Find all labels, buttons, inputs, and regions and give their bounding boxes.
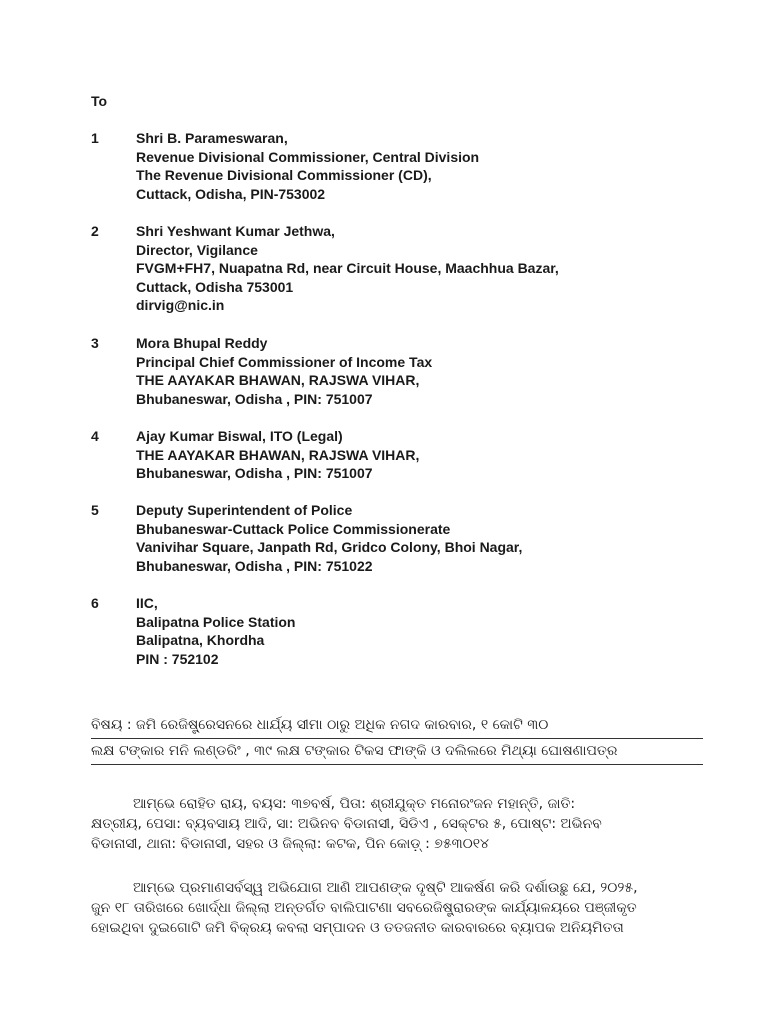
recipient-line: Deputy Superintendent of Police — [136, 502, 353, 518]
recipient-line: The Revenue Divisional Commissioner (CD), — [136, 167, 432, 184]
recipient-line: Principal Chief Commissioner of Income Tax — [136, 353, 433, 370]
recipient-line: Ajay Kumar Biswal, ITO (Legal) — [136, 428, 343, 444]
recipient-6 — [91, 594, 731, 674]
recipient-email[interactable]: dirvig@nic.in — [136, 297, 225, 314]
subject-line: ଲକ୍ଷ ଟଙ୍କାର ମନି ଲଣ୍ଡରିଂ , ୩୯ ଲକ୍ଷ ଟଙ୍କାର ଟିକସ ଫାଙ୍କି ଓ ଦଲିଲରେ ମିଥ୍ୟା ଘୋଷଣାପତ୍ର — [91, 739, 703, 765]
recipient-line: Bhubaneswar-Cuttack Police Commissionerate — [136, 520, 451, 537]
recipient-line: Revenue Divisional Commissioner, Central Division — [136, 148, 480, 165]
recipient-line: Bhubaneswar, Odisha , PIN: 751022 — [136, 557, 373, 574]
recipient-line: THE AAYAKAR BHAWAN, RAJSWA VIHAR, — [136, 372, 420, 389]
to-label: To — [91, 93, 108, 109]
recipient-1 — [91, 129, 731, 222]
recipient-3 — [91, 334, 731, 427]
subject-line: ବିଷୟ : ଜମି ରେଜିଷ୍ଟ୍ରେସନରେ ଧାର୍ଯ୍ୟ ସୀମା ଠାରୁ ଅଧିକ ନଗଦ କାରବାର, ୧ କୋଟି ୩୦ — [91, 713, 703, 739]
recipient-line: IIC, — [136, 595, 158, 611]
recipient-line: Mora Bhupal Reddy — [136, 335, 268, 351]
recipient-line: Cuttack, Odisha 753001 — [136, 278, 294, 295]
intro-paragraph — [91, 794, 691, 854]
recipient-line: Director, Vigilance — [136, 241, 258, 258]
subject-block — [91, 713, 703, 765]
paragraph-line: କ୍ଷତ୍ରୀୟ, ପେସା: ବ୍ୟବସାୟ ଆଦି, ସା: ଅଭିନବ ବିଡାନାସୀ, ସିଡିଏ , ସେକ୍ଟର ୫, ପୋଷ୍ଟ: ଅଭିନବ — [91, 816, 602, 832]
recipient-line: FVGM+FH7, Nuapatna Rd, near Circuit House, Maachhua Bazar, — [136, 260, 559, 277]
recipient-4 — [91, 427, 731, 501]
paragraph-line: ହୋଇଥିବା ଦୁଇଗୋଟି ଜମି ବିକ୍ରୟ କବଲା ସମ୍ପାଦନ ଓ ତତଜନୀତ କାରବାରରେ ବ୍ୟାପକ ଅନିୟମିତତା — [91, 920, 624, 936]
paragraph-line: ଆମ୍ଭେ ରୋହିତ ରାୟ, ବୟସ: ୩୭ବର୍ଷ, ପିତା: ଶ୍ରୀଯୁକ୍ତ ମନୋରଂଜନ ମହାନ୍ତି, ଜାତି: — [133, 796, 576, 812]
recipient-list — [91, 129, 731, 674]
recipient-number: 3 — [91, 335, 99, 351]
paragraph-line: ବିଡାନାସୀ, ଥାନା: ବିଡାନାସୀ, ସହର ଓ ଜିଲ୍ଲା: କଟକ, ପିନ କୋଡ଼୍ : ୭୫୩୦୧୪ — [91, 836, 490, 852]
recipient-line: PIN : 752102 — [136, 650, 219, 667]
recipient-line: Cuttack, Odisha, PIN-753002 — [136, 185, 326, 202]
recipient-line: Bhubaneswar, Odisha , PIN: 751007 — [136, 465, 373, 482]
recipient-line: Shri Yeshwant Kumar Jethwa, — [136, 223, 335, 239]
recipient-line: Vanivihar Square, Janpath Rd, Gridco Colony, Bhoi Nagar, — [136, 539, 523, 556]
recipient-number: 4 — [91, 428, 99, 444]
recipient-number: 2 — [91, 223, 99, 239]
recipient-line: THE AAYAKAR BHAWAN, RAJSWA VIHAR, — [136, 446, 420, 463]
recipient-2 — [91, 222, 731, 334]
recipient-number: 6 — [91, 595, 99, 611]
paragraph-line: ଆମ୍ଭେ ପ୍ରମାଣସର୍ବସ୍ୱ ଅଭିଯୋଗ ଆଣି ଆପଣଙ୍କ ଦୃଷ୍ଟି ଆକର୍ଷଣ କରି ଦର୍ଶାଉଛୁ ଯେ, ୨୦୨୫, — [133, 880, 638, 896]
complaint-paragraph — [91, 878, 691, 938]
recipient-number: 5 — [91, 502, 99, 518]
paragraph-line: ଜୁନ ୧୮ ତାରିଖରେ ଖୋର୍ଦ୍ଧା ଜିଲ୍ଲା ଅନ୍ତର୍ଗତ ବାଲିପାଟଣା ସବରେଜିଷ୍ଟ୍ରାରଙ୍କ କାର୍ଯ୍ୟାଳୟରେ ପଞ୍ଜୀକୃତ — [91, 900, 637, 916]
recipient-line: Balipatna Police Station — [136, 613, 296, 630]
recipient-number: 1 — [91, 130, 99, 146]
recipient-line: Balipatna, Khordha — [136, 632, 265, 649]
recipient-line: Bhubaneswar, Odisha , PIN: 751007 — [136, 390, 373, 407]
recipient-5 — [91, 501, 731, 594]
recipient-line: Shri B. Parameswaran, — [136, 130, 288, 146]
